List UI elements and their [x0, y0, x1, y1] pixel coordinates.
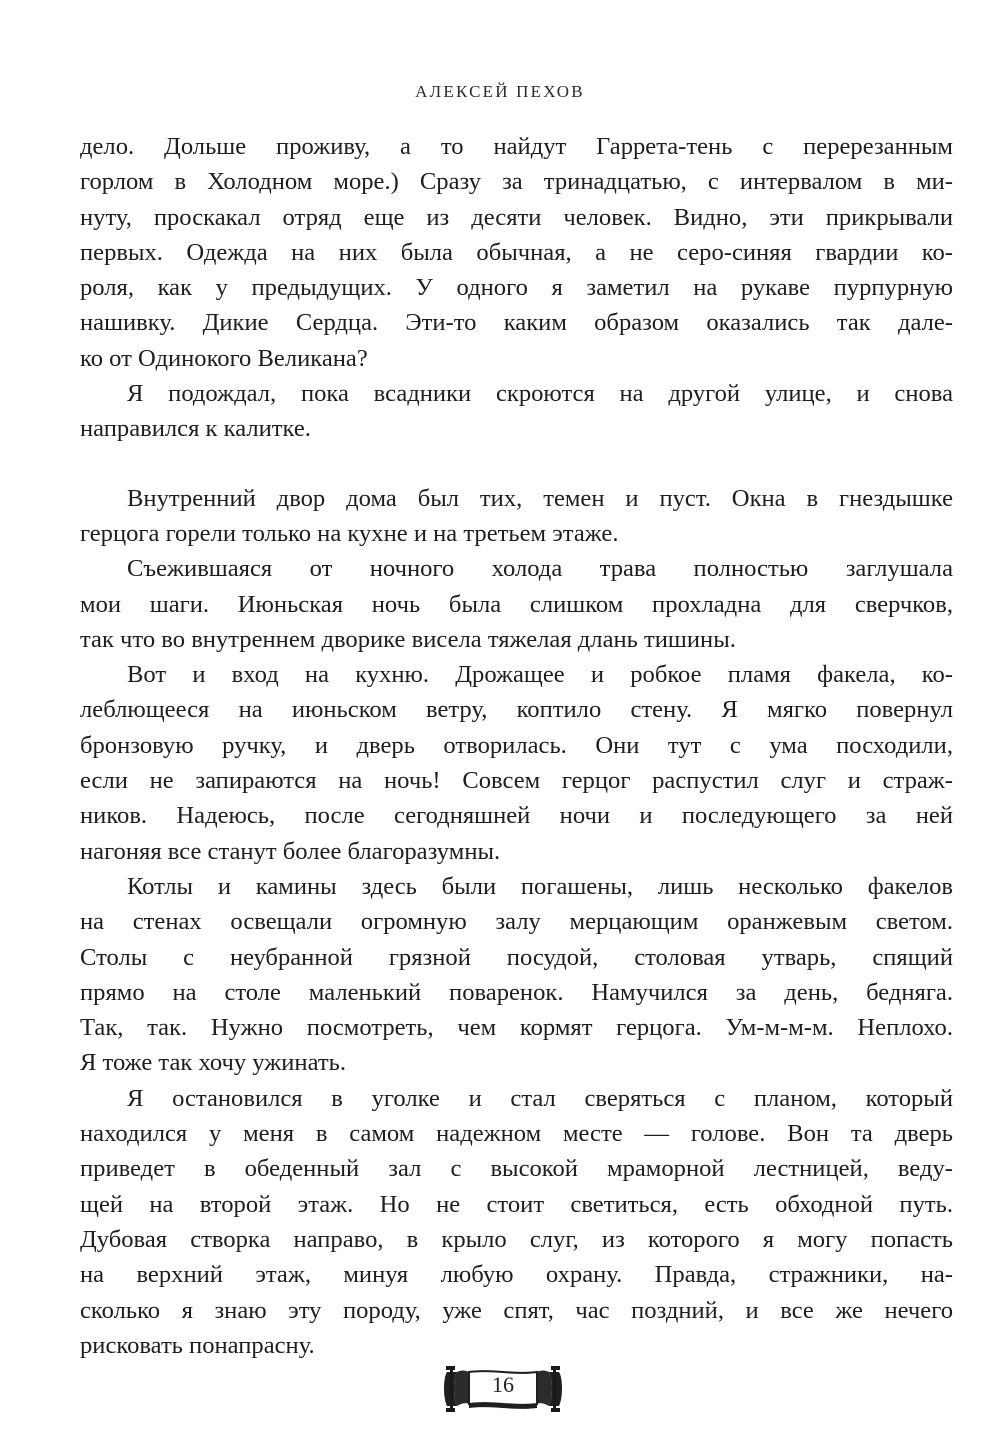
text-line: Я остановился в уголке и стал сверяться с планом, который	[127, 1084, 953, 1112]
text-line: прямо на столе маленький поваренок. Намучился за день, бедняга.	[80, 978, 953, 1006]
text-line: щей на второй этаж. Но не стоит светиться, есть обходной путь.	[80, 1190, 953, 1218]
text-line: Я тоже так хочу ужинать.	[80, 1049, 346, 1077]
text-line: находился у меня в самом надежном месте — голове. Вон та дверь	[80, 1120, 953, 1148]
text-line: бронзовую ручку, и дверь отворилась. Они тут с ума посходили,	[80, 731, 953, 759]
text-line: Внутренний двор дома был тих, темен и пуст. Окна в гнездышке	[127, 484, 953, 512]
paragraph	[80, 481, 953, 552]
text-line: нагоняя все станут более благоразумны.	[80, 837, 501, 865]
body-text	[80, 129, 953, 1363]
text-line: Так, так. Нужно посмотреть, чем кормят герцога. Ум-м-м-м. Неплохо.	[80, 1014, 953, 1042]
text-line: Столы с неубранной грязной посудой, столовая утварь, спящий	[80, 943, 953, 971]
text-line: горлом в Холодном море.) Сразу за тринадцатью, с интервалом в ми-	[80, 168, 953, 196]
paragraph	[80, 657, 953, 869]
text-line: Съежившаяся от ночного холода трава полностью заглушала	[127, 555, 953, 583]
page-number-ornament	[441, 1364, 565, 1416]
text-line: герцога горели только на кухне и на третьем этаже.	[80, 519, 619, 547]
text-line: ников. Надеюсь, после сегодняшней ночи и последующего за ней	[80, 802, 953, 830]
text-line: Дубовая створка направо, в крыло слуг, из которого я могу попасть	[80, 1225, 953, 1253]
text-line: Я подождал, пока всадники скроются на другой улице, и снова	[127, 380, 953, 408]
paragraph	[80, 1081, 953, 1363]
text-line: если не запираются на ночь! Совсем герцог распустил слуг и страж-	[80, 767, 953, 795]
page-number: 16	[492, 1372, 514, 1397]
text-line: ко от Одинокого Великана?	[80, 344, 368, 372]
section-break	[80, 447, 953, 481]
text-line: на стенах освещали огромную залу мерцающим оранжевым светом.	[80, 908, 953, 936]
text-line: направился к калитке.	[80, 415, 311, 443]
paragraph	[80, 551, 953, 657]
paragraph	[80, 869, 953, 1081]
text-line: нашивку. Дикие Сердца. Эти-то каким образом оказались так дале-	[80, 309, 953, 337]
paragraph	[80, 129, 953, 376]
text-line: дело. Дольше проживу, а то найдут Гаррета-тень с перерезанным	[80, 133, 953, 160]
paragraph	[80, 376, 953, 447]
text-line: Вот и вход на кухню. Дрожащее и робкое пламя факела, ко-	[127, 661, 953, 689]
text-line: первых. Одежда на них была обычная, а не серо-синяя гвардии ко-	[80, 238, 953, 266]
text-line: так что во внутреннем дворике висела тяжелая длань тишины.	[80, 625, 736, 653]
text-line: на верхний этаж, минуя любую охрану. Правда, стражники, на-	[80, 1261, 953, 1289]
text-line: приведет в обеденный зал с высокой мраморной лестницей, веду-	[80, 1155, 953, 1183]
text-line: рисковать понапрасну.	[80, 1331, 315, 1359]
text-line: мои шаги. Июньская ночь была слишком прохладна для сверчков,	[80, 590, 953, 618]
text-line: нуту, проскакал отряд еще из десяти человек. Видно, эти прикрывали	[80, 203, 953, 231]
text-line: роля, как у предыдущих. У одного я заметил на рукаве пурпурную	[80, 274, 953, 302]
text-line: леблющееся на июньском ветру, коптило стену. Я мягко повернул	[80, 696, 953, 724]
text-line: Котлы и камины здесь были погашены, лишь несколько факелов	[127, 872, 953, 900]
text-line: сколько я знаю эту породу, уже спят, час поздний, и все же нечего	[80, 1296, 953, 1324]
running-title: АЛЕКСЕЙ ПЕХОВ	[415, 82, 585, 101]
